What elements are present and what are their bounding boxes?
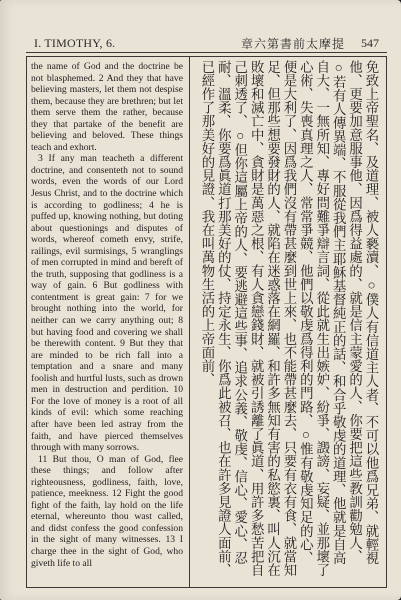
header-rule	[26, 52, 387, 53]
page-number: 547	[361, 36, 379, 50]
column-divider	[189, 56, 190, 588]
english-paragraph: the name of God and the doctrine be not blasphemed. 2 And they that have believing masters, let them not despise them, because they are brethren; but let them serve them the rather, because they that partake of the benefit are believing and beloved. These things teach and exhort.	[31, 61, 183, 153]
english-paragraph: 11 But thou, O man of God, flee these things; and follow after righteousness, godliness, faith, love, patience, meekness. 12 Fight the good fight of the faith, lay hold on the life eternal, whereunto thou wast called, and didst confess the good confession in the sight of many witnesses. 13 I charge thee in the sight of God, who giveth life to all	[31, 453, 183, 569]
chinese-column	[196, 60, 379, 578]
running-header	[26, 34, 387, 52]
chinese-text: 免致上帝聖名、及道理、被人褻瀆、○僕人有信道主人者、不可以他爲兄弟、就輕視他、更要加意服事他、因爲得益處的、就是信主蒙愛的人、你要把這些教訓勸勉人、○若有人傳異端、不服從我們主耶穌基督純正的話、和合乎敬虔的道理、他就是自高自大、一無所知、專好問難爭辯言詞、從此就生出嫉妒、紛爭、譭謗、妄疑、並那壞了心術、失喪真理之人、常常爭競、他們以敬虔爲得利的門路、○惟有敬虔知足的心、便是大利了、因爲我們沒有帶甚麼到世上來、也不能帶甚麼去、只要有衣有食、就當知足、但那些想要發財的人、就陷在迷惑落在網羅、和許多無知有害的私慾裏、叫人沉在敗壞和滅亡中、貪財是萬惡之根、有人貪戀錢財、就被引誘離了眞道、用許多愁苦把自己刺透了、○但你這屬上帝的人、要逃避這些事、追求公義、敬虔、信心、愛心、忍耐、溫柔、你要爲眞道打那美好的仗、持定永生、你爲此被召、也在許多見證人面前、已經作了那美好的見證、我在叫萬物生活的上帝面前、	[199, 60, 379, 577]
english-column	[31, 61, 183, 581]
english-paragraph: 3 If any man teacheth a different doctrine, and consenteth not to sound words, even the words of our Lord Jesus Christ, and to the doctrine which is according to godliness; 4 he is puffed up, knowing nothing, but doting about questionings and disputes of words, whereof cometh envy, strife, railings, evil surmisings, 5 wranglings of men corrupted in mind and bereft of the truth, supposing that godliness is a way of gain. 6 But godliness with contentment is great gain: 7 for we brought nothing into the world, for neither can we carry anything out; 8 but having food and covering we shall be therewith content. 9 But they that are minded to be rich fall into a temptation and a snare and many foolish and hurtful lusts, such as drown men in destruction and perdition. 10 For the love of money is a root of all kinds of evil: which some reaching after have been led astray from the faith, and have pierced themselves through with many sorrows.	[31, 153, 183, 454]
book-title-english: I. TIMOTHY, 6.	[34, 36, 116, 50]
book-title-chinese: 章六第書前太摩提	[241, 37, 346, 51]
